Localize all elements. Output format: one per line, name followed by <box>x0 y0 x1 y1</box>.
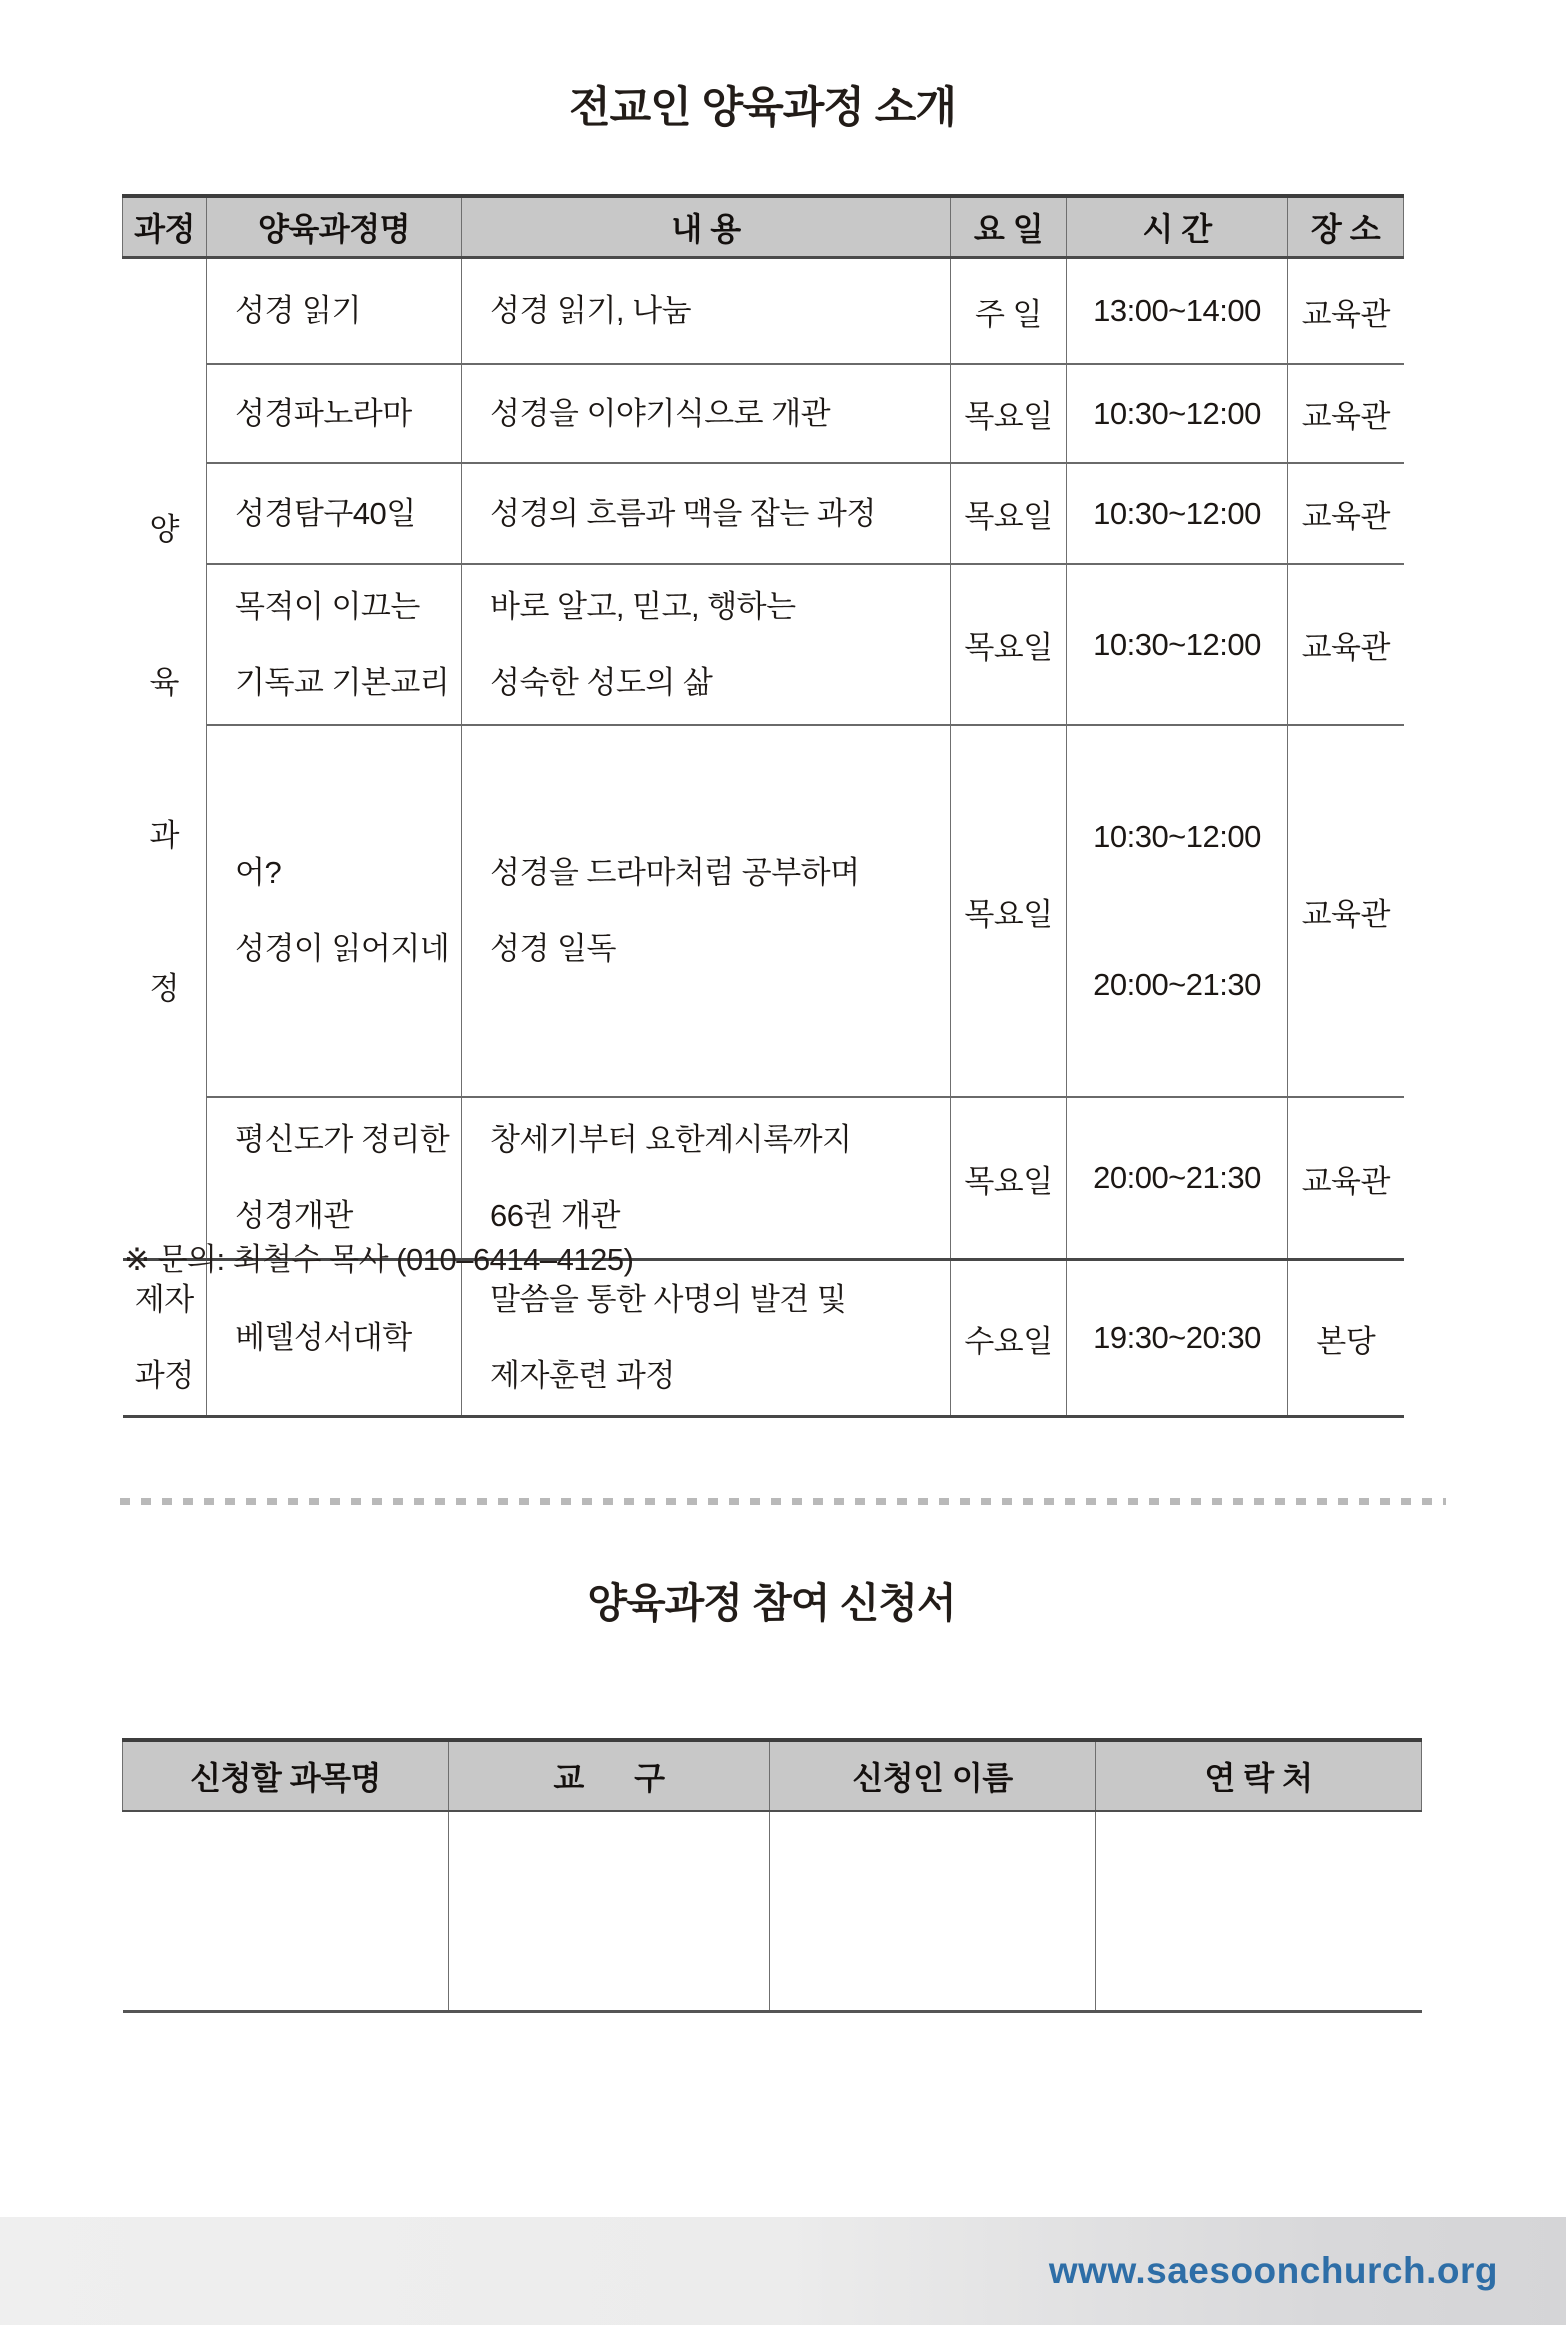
course-day-cell: 수요일 <box>951 1260 1067 1417</box>
table-row <box>123 364 1404 463</box>
form-field-applicant-name <box>770 1811 1096 2012</box>
course-table-header-row <box>123 196 1404 258</box>
page-title: 전교인 양육과정 소개 <box>569 84 956 132</box>
course-name-cell: 성경 읽기 <box>207 258 462 365</box>
column-header-course-type: 과정 <box>123 196 207 258</box>
column-header-content: 내 용 <box>462 196 951 258</box>
column-header-parish: 교 구 <box>449 1740 770 1811</box>
course-place-cell: 교육관 <box>1288 1097 1404 1260</box>
column-header-course-name: 양육과정명 <box>207 196 462 258</box>
course-time-cell: 10:30~12:00 <box>1067 564 1288 725</box>
form-title: 양육과정 참여 신청서 <box>587 1580 956 1626</box>
course-group-disciple: 제자 과정 <box>123 1260 207 1417</box>
table-row <box>123 258 1404 365</box>
course-day-cell: 목요일 <box>951 725 1067 1097</box>
form-field-subject <box>123 1811 449 2012</box>
column-header-applicant-name: 신청인 이름 <box>770 1740 1096 1811</box>
table-row <box>123 1260 1404 1417</box>
course-group-nurture: 양 육 과 정 <box>123 258 207 1260</box>
course-place-cell: 교육관 <box>1288 463 1404 564</box>
column-header-contact: 연 락 처 <box>1096 1740 1422 1811</box>
footer-url[interactable]: www.saesoonchurch.org <box>1048 2250 1498 2291</box>
course-place-cell: 교육관 <box>1288 258 1404 365</box>
application-form-table <box>122 1738 1422 2013</box>
course-name-cell: 평신도가 정리한 성경개관 <box>207 1097 462 1260</box>
form-table-header-row <box>123 1740 1422 1811</box>
contact-note: ※ 문의: 최철수 목사 (010–6414–4125) <box>124 1242 634 1277</box>
form-field-parish <box>449 1811 770 2012</box>
column-header-time: 시 간 <box>1067 196 1288 258</box>
table-row <box>123 564 1404 725</box>
form-field-contact <box>1096 1811 1422 2012</box>
footer-bar <box>0 2217 1566 2325</box>
course-desc-cell: 성경 읽기, 나눔 <box>462 258 951 365</box>
course-desc-cell: 성경을 드라마처럼 공부하며 성경 일독 <box>462 725 951 1097</box>
form-entry-row <box>123 1811 1422 2012</box>
course-name-cell: 성경파노라마 <box>207 364 462 463</box>
column-header-subject: 신청할 과목명 <box>123 1740 449 1811</box>
course-day-cell: 주 일 <box>951 258 1067 365</box>
course-place-cell: 교육관 <box>1288 364 1404 463</box>
table-row <box>123 463 1404 564</box>
course-name-cell: 어? 성경이 읽어지네 <box>207 725 462 1097</box>
course-day-cell: 목요일 <box>951 364 1067 463</box>
cut-line-divider <box>120 1498 1446 1505</box>
course-desc-cell: 성경의 흐름과 맥을 잡는 과정 <box>462 463 951 564</box>
course-name-cell: 목적이 이끄는 기독교 기본교리 <box>207 564 462 725</box>
course-desc-cell: 창세기부터 요한계시록까지 66권 개관 <box>462 1097 951 1260</box>
course-time-cell: 20:00~21:30 <box>1067 1097 1288 1260</box>
course-time-cell: 13:00~14:00 <box>1067 258 1288 365</box>
course-desc-cell: 바로 알고, 믿고, 행하는 성숙한 성도의 삶 <box>462 564 951 725</box>
course-day-cell: 목요일 <box>951 463 1067 564</box>
course-desc-cell: 말씀을 통한 사명의 발견 및 제자훈련 과정 <box>462 1260 951 1417</box>
course-day-cell: 목요일 <box>951 564 1067 725</box>
course-desc-cell: 성경을 이야기식으로 개관 <box>462 364 951 463</box>
course-time-cell: 19:30~20:30 <box>1067 1260 1288 1417</box>
course-time-cell: 10:30~12:00 20:00~21:30 <box>1067 725 1288 1097</box>
course-name-cell: 베델성서대학 <box>207 1260 462 1417</box>
column-header-day: 요 일 <box>951 196 1067 258</box>
course-place-cell: 교육관 <box>1288 725 1404 1097</box>
course-place-cell: 본당 <box>1288 1260 1404 1417</box>
course-time-cell: 10:30~12:00 <box>1067 463 1288 564</box>
table-row <box>123 725 1404 1097</box>
course-name-cell: 성경탐구40일 <box>207 463 462 564</box>
column-header-place: 장 소 <box>1288 196 1404 258</box>
course-place-cell: 교육관 <box>1288 564 1404 725</box>
course-time-cell: 10:30~12:00 <box>1067 364 1288 463</box>
course-day-cell: 목요일 <box>951 1097 1067 1260</box>
